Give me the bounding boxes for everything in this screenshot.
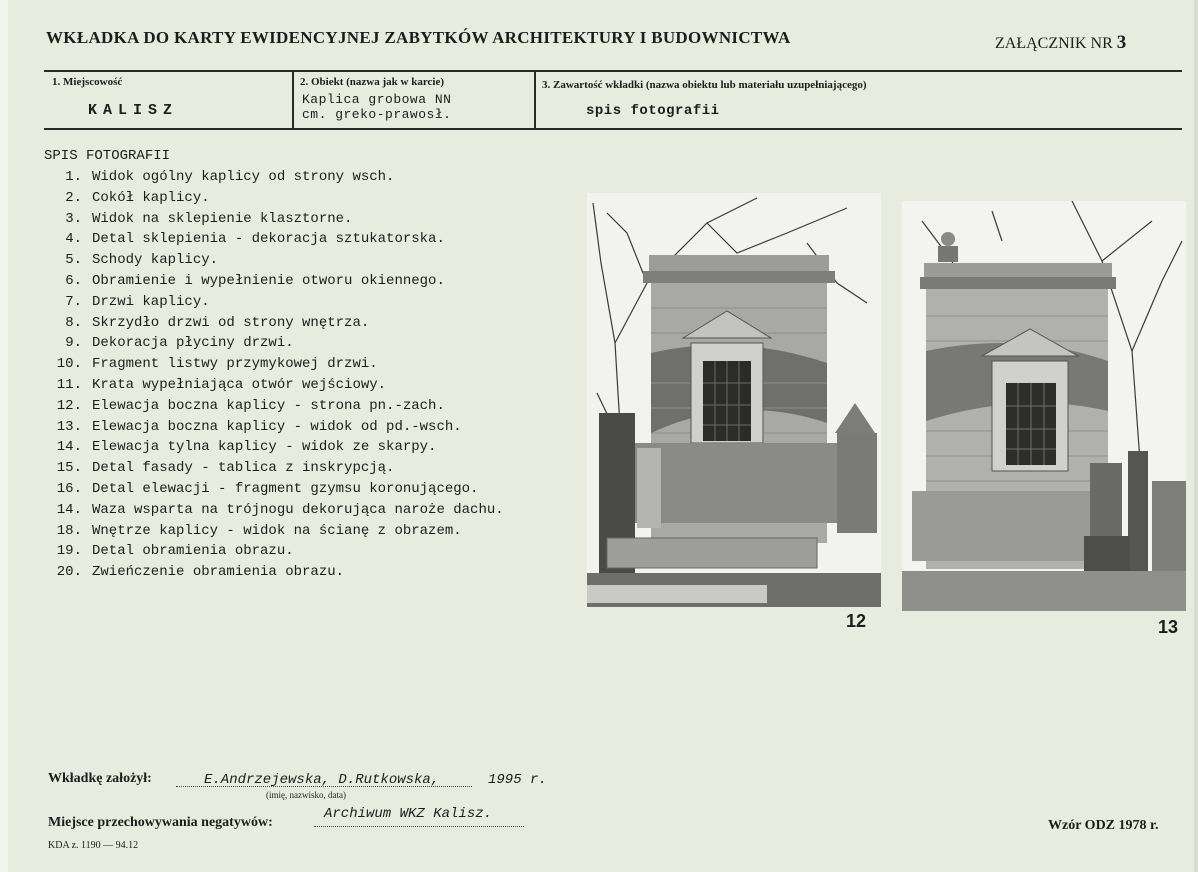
photo-list-item bbox=[44, 541, 504, 562]
field-divider-2 bbox=[534, 72, 536, 128]
photo-list-item-text: Krata wypełniająca otwór wejściowy. bbox=[92, 376, 387, 393]
photo-list-item-number: 14. bbox=[56, 439, 82, 456]
photo-list-item-text: Fragment listwy przymykowej drzwi. bbox=[92, 356, 378, 373]
photo-12 bbox=[587, 193, 881, 607]
annex-label-text: ZAŁĄCZNIK NR bbox=[995, 35, 1113, 52]
photo-13 bbox=[902, 201, 1186, 611]
photo-list-item bbox=[44, 375, 504, 396]
photo-list-item-text: Zwieńczenie obramienia obrazu. bbox=[92, 564, 345, 581]
photo-list-item-number: 4. bbox=[65, 231, 82, 248]
storage-value: Archiwum WKZ Kalisz. bbox=[324, 806, 493, 822]
photo-list-item-number: 12. bbox=[56, 397, 82, 414]
photo-list-item-number: 11. bbox=[56, 376, 82, 393]
founder-value: E.Andrzejewska, D.Rutkowska, bbox=[204, 772, 440, 788]
pattern-label: Wzór ODZ 1978 r. bbox=[1048, 818, 1159, 833]
photo-list-item bbox=[44, 292, 504, 313]
photo-list-item-number: 18. bbox=[56, 522, 82, 539]
photo-list-item bbox=[44, 417, 504, 438]
annex-number: 3 bbox=[1116, 32, 1127, 53]
photo-list bbox=[44, 167, 504, 583]
photo-list-item-text: Elewacja boczna kaplicy - strona pn.-zach. bbox=[92, 397, 445, 414]
photo-list-item bbox=[44, 521, 504, 542]
header-rule-top bbox=[44, 70, 1182, 72]
photo-list-item bbox=[44, 458, 504, 479]
photo-list-item-text: Detal elewacji - fragment gzymsu koronującego. bbox=[92, 480, 479, 497]
photo-list-item-number: 20. bbox=[56, 564, 82, 581]
photo-list-item-text: Widok ogólny kaplicy od strony wsch. bbox=[92, 169, 395, 185]
photo-list-item-number: 15. bbox=[56, 460, 82, 477]
photo-list-item bbox=[44, 562, 504, 583]
field-3-value: spis fotografii bbox=[586, 103, 720, 119]
list-heading: SPIS FOTOGRAFII bbox=[44, 148, 171, 164]
founder-year: 1995 r. bbox=[488, 772, 547, 788]
photo-list-item-text: Elewacja boczna kaplicy - widok od pd.-wsch. bbox=[92, 418, 462, 435]
photo-list-item-text: Skrzydło drzwi od strony wnętrza. bbox=[92, 314, 370, 331]
page-title: WKŁADKA DO KARTY EWIDENCYJNEJ ZABYTKÓW ARCHITEKTURY I BUDOWNICTWA bbox=[46, 28, 791, 47]
field-1-value: KALISZ bbox=[88, 102, 179, 119]
photo-list-item bbox=[44, 229, 504, 250]
field-2-value bbox=[302, 92, 451, 122]
photo-list-item bbox=[44, 250, 504, 271]
field-divider-1 bbox=[292, 72, 294, 128]
header-rule-bottom bbox=[44, 128, 1182, 130]
photo-list-item bbox=[44, 500, 504, 521]
photo-list-item-text: Drzwi kaplicy. bbox=[92, 293, 210, 310]
print-code: KDA z. 1190 — 94.12 bbox=[48, 840, 139, 851]
photo-list-item-number: 6. bbox=[65, 272, 82, 289]
photo-list-item bbox=[44, 209, 504, 230]
photo-list-item-number: 9. bbox=[65, 335, 82, 352]
photo-list-item-number: 2. bbox=[65, 189, 82, 206]
photo-list-item bbox=[44, 167, 504, 188]
founder-label: Wkładkę założył: bbox=[48, 771, 152, 786]
photo-list-item bbox=[44, 396, 504, 417]
photo-list-item-text: Detal fasady - tablica z inskrypcją. bbox=[92, 460, 395, 477]
photo-list-item-number: 7. bbox=[65, 293, 82, 310]
photo-list-item-text: Dekoracja płyciny drzwi. bbox=[92, 335, 294, 352]
photo-list-item-text: Schody kaplicy. bbox=[92, 252, 219, 269]
photo-list-item bbox=[44, 437, 504, 458]
photo-list-item-text: Obramienie i wypełnienie otworu okiennego. bbox=[92, 272, 445, 289]
photo-list-item bbox=[44, 313, 504, 334]
photo-13-number: 13 bbox=[1158, 617, 1179, 637]
founder-note: (imię, nazwisko, data) bbox=[266, 790, 346, 800]
field-1-label: 1. Miejscowość bbox=[52, 76, 123, 88]
photo-12-number: 12 bbox=[846, 611, 867, 631]
photo-list-item-number: 14. bbox=[56, 501, 82, 518]
field-2-value-line-1: Kaplica grobowa NN bbox=[302, 92, 452, 107]
field-2-value-line-2: cm. greko-prawosł. bbox=[302, 107, 452, 122]
photo-list-item-number: 16. bbox=[56, 480, 82, 497]
photo-list-item-text: Elewacja tylna kaplicy - widok ze skarpy. bbox=[92, 439, 437, 456]
photo-list-item-text: Wnętrze kaplicy - widok na ścianę z obrazem. bbox=[92, 522, 462, 539]
photo-list-item-number: 13. bbox=[56, 418, 82, 435]
field-3-label: 3. Zawartość wkładki (nazwa obiektu lub materiału uzupełniającego) bbox=[542, 79, 867, 91]
photo-list-item bbox=[44, 354, 504, 375]
photo-list-item-number: 10. bbox=[56, 356, 82, 373]
photo-list-item-text: Detal obramienia obrazu. bbox=[92, 543, 294, 560]
field-2-label: 2. Obiekt (nazwa jak w karcie) bbox=[300, 76, 445, 88]
photo-list-item bbox=[44, 271, 504, 292]
photo-list-item-number: 1. bbox=[65, 169, 82, 185]
photo-list-item-number: 3. bbox=[65, 210, 82, 227]
photo-list-item-number: 19. bbox=[56, 543, 82, 560]
photo-13-image bbox=[902, 201, 1186, 611]
photo-list-item-number: 5. bbox=[65, 252, 82, 269]
storage-label: Miejsce przechowywania negatywów: bbox=[48, 815, 273, 830]
photo-list-item-number: 8. bbox=[65, 314, 82, 331]
annex-label bbox=[995, 32, 1126, 54]
photo-list-item bbox=[44, 188, 504, 209]
photo-list-item-text: Detal sklepienia - dekoracja sztukatorska. bbox=[92, 231, 445, 248]
photo-list-item-text: Cokół kaplicy. bbox=[92, 189, 210, 206]
photo-list-item-text: Waza wsparta na trójnogu dekorująca naroże dachu. bbox=[92, 501, 504, 518]
photo-list-item-text: Widok na sklepienie klasztorne. bbox=[92, 210, 353, 227]
storage-dotline bbox=[314, 826, 524, 827]
photo-list-item bbox=[44, 479, 504, 500]
photo-12-image bbox=[587, 193, 881, 607]
photo-list-item bbox=[44, 333, 504, 354]
